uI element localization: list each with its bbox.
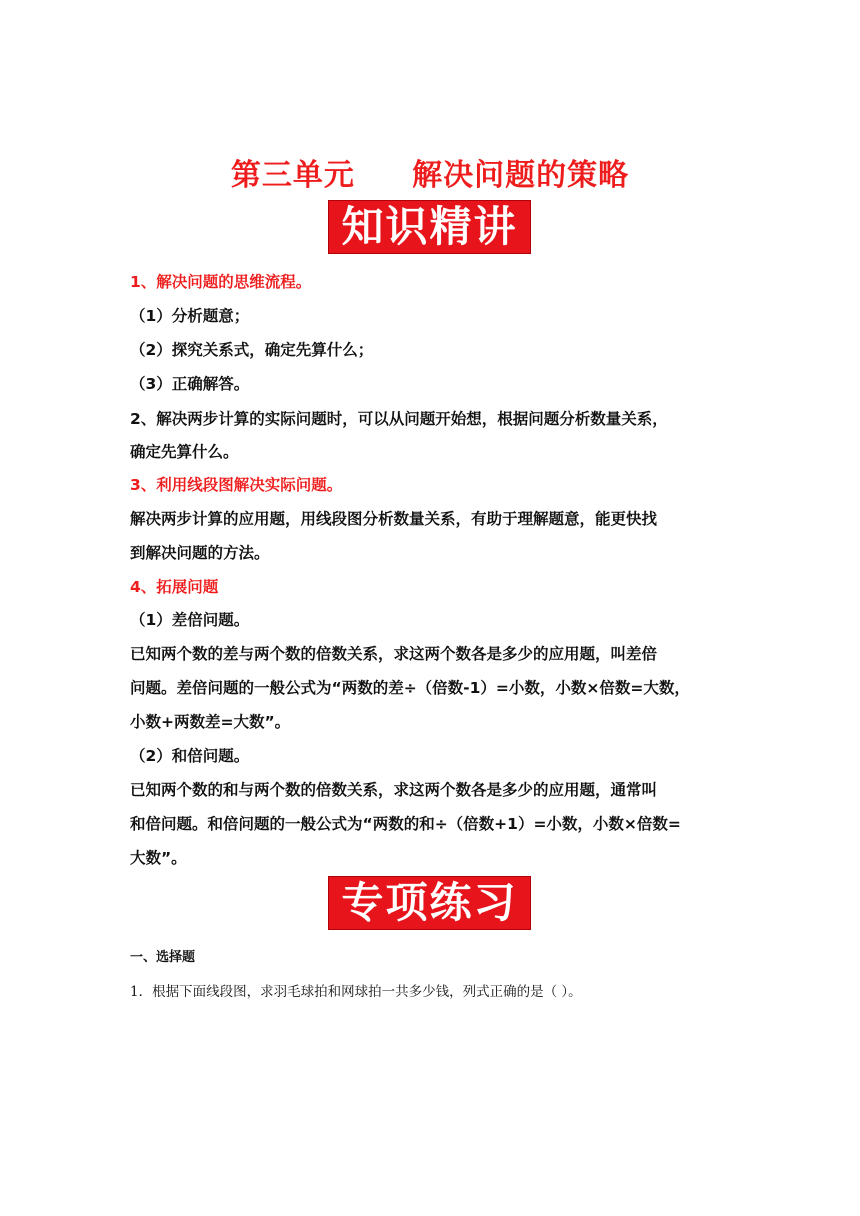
paragraph-difference-multiple-cont: 小数+两数差=大数”。 — [130, 713, 291, 731]
paragraph-line-diagram: 解决两步计算的应用题，用线段图分析数量关系，有助于理解题意，能更快找 — [130, 510, 658, 528]
paragraph-difference-multiple: 已知两个数的差与两个数的倍数关系，求这两个数各是多少的应用题，叫差倍 — [130, 645, 658, 663]
heading-extension: 4、拓展问题 — [130, 578, 219, 596]
paragraph-sum-multiple: 已知两个数的和与两个数的倍数关系，求这两个数各是多少的应用题，通常叫 — [130, 781, 658, 799]
heading-line-diagram: 3、利用线段图解决实际问题。 — [130, 476, 343, 494]
list-item: （3）正确解答。 — [130, 375, 250, 393]
list-item: （2）探究关系式，确定先算什么； — [130, 341, 374, 359]
list-item: （1）分析题意； — [130, 307, 250, 325]
question-1: 1．根据下面线段图，求羽毛球拍和网球拍一共多少钱，列式正确的是（ ）。 — [130, 984, 582, 1000]
paragraph-sum-multiple-cont: 大数”。 — [130, 849, 187, 867]
subheading-difference-multiple: （1）差倍问题。 — [130, 611, 250, 629]
knowledge-banner: 知识精讲 — [328, 200, 531, 254]
paragraph-line-diagram-cont: 到解决问题的方法。 — [130, 544, 270, 562]
paragraph-sum-multiple-cont: 和倍问题。和倍问题的一般公式为“两数的和÷（倍数+1）=小数，小数×倍数= — [130, 815, 681, 833]
page-title: 第三单元 解决问题的策略 — [230, 158, 630, 193]
section-heading: 一、选择题 — [130, 950, 196, 965]
subheading-sum-multiple: （2）和倍问题。 — [130, 747, 250, 765]
paragraph-two-step-cont: 确定先算什么。 — [130, 443, 239, 461]
practice-banner: 专项练习 — [328, 876, 531, 930]
heading-thinking-process: 1、解决问题的思维流程。 — [130, 273, 312, 291]
paragraph-difference-multiple-cont: 问题。差倍问题的一般公式为“两数的差÷（倍数-1）=小数，小数×倍数=大数， — [130, 679, 690, 697]
paragraph-two-step: 2、解决两步计算的实际问题时，可以从问题开始想，根据问题分析数量关系， — [130, 410, 668, 428]
